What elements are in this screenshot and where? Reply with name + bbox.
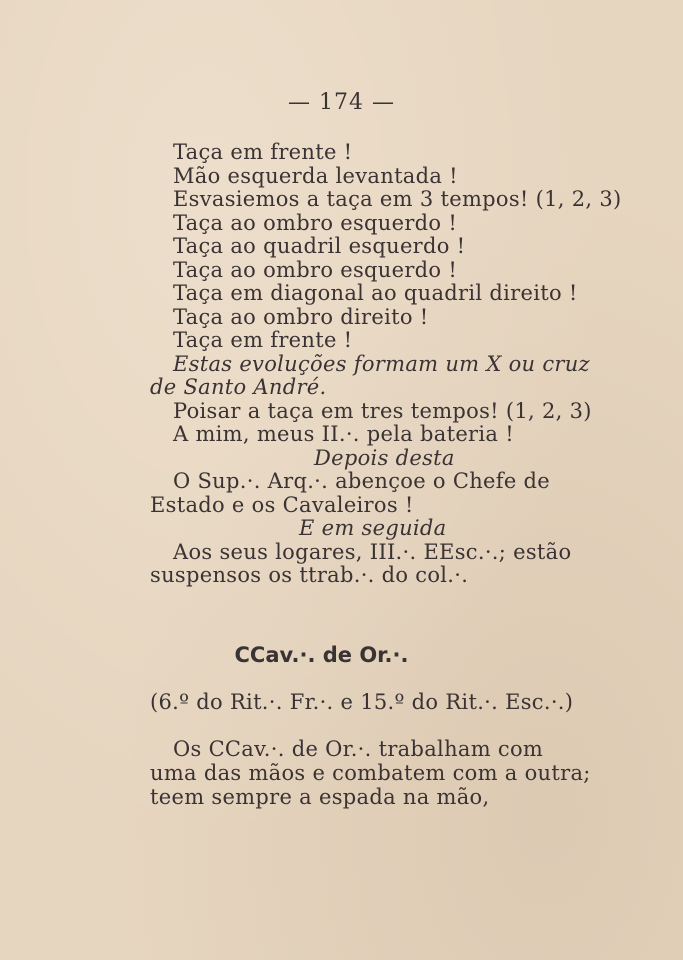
stage-direction: Depois desta	[314, 445, 455, 470]
text-line: uma das mãos e combatem com a outra;	[150, 761, 591, 785]
text-line: Estado e os Cavaleiros !	[150, 492, 414, 517]
ritual-text-block	[150, 141, 625, 588]
text-line: Esvasiemos a taça em 3 tempos! (1, 2, 3)	[173, 187, 622, 211]
text-line: Taça em frente !	[173, 140, 353, 164]
text-line: Poisar a taça em tres tempos! (1, 2, 3)	[173, 398, 592, 423]
italic-note-line: Estas evoluções formam um X ou cruz	[173, 351, 590, 376]
text-line: Taça ao quadril esquerdo !	[173, 234, 466, 258]
italic-note-line: de Santo André.	[150, 375, 327, 399]
text-line: Taça ao ombro esquerdo !	[173, 210, 458, 235]
page-number: — 174 —	[288, 90, 395, 115]
text-line: A mim, meus II.·. pela bateria !	[173, 422, 514, 446]
stage-direction: E em seguida	[299, 516, 447, 540]
text-line: Aos seus logares, III.·. EEsc.·.; estão	[173, 539, 572, 564]
text-line: Taça ao ombro direito !	[173, 304, 429, 329]
section-subheading: (6.º do Rit.·. Fr.·. e 15.º do Rit.·. Esc.·.)	[150, 690, 574, 714]
text-line: suspensos os ttrab.·. do col.·.	[150, 563, 469, 587]
text-line: teem sempre a espada na mão,	[150, 785, 490, 809]
text-line: Mão esquerda levantada !	[173, 163, 458, 188]
text-line: Taça ao ombro esquerdo !	[173, 257, 458, 282]
section-heading	[0, 643, 683, 667]
section-paragraph	[150, 737, 625, 809]
text-line: Taça em diagonal ao quadril direito !	[173, 281, 578, 305]
text-line: Os CCav.·. de Or.·. trabalham com	[173, 737, 544, 761]
text-line: Taça em frente !	[173, 328, 353, 352]
section-heading-text: CCav.·. de Or.·.	[234, 643, 409, 667]
text-line: O Sup.·. Arq.·. abençoe o Chefe de	[173, 469, 551, 493]
